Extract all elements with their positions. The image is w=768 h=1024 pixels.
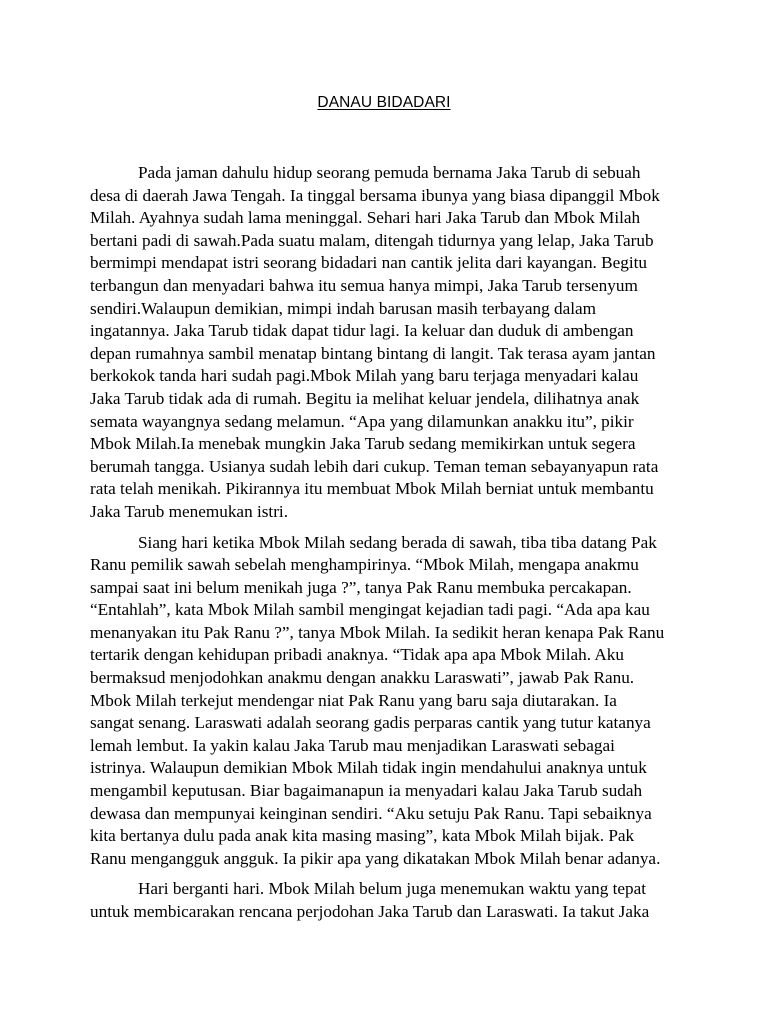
paragraph-2-line: dewasa dan mempunyai keinginan sendiri. “Aku setuju Pak Ranu. Tapi sebaiknya [90,803,652,823]
paragraph-2-line: sangat senang. Laraswati adalah seorang gadis perparas cantik yang tutur katanya [90,713,651,733]
paragraph-1-line: bermimpi mendapat istri seorang bidadari nan cantik jelita dari kayangan. Begitu [90,253,647,273]
paragraph-2-line: kita bertanya dulu pada anak kita masing masing”, kata Mbok Milah bijak. Pak [90,826,635,846]
paragraph-1-line: Jaka Tarub tidak ada di rumah. Begitu ia melihat keluar jendela, dilihatnya anak [90,388,640,408]
paragraph-1-line: semata wayangnya sedang melamun. “Apa yang dilamunkan anakku itu”, pikir [90,411,634,431]
paragraph-1-line: depan rumahnya sambil menatap bintang bintang di langit. Tak terasa ayam jantan [90,343,656,363]
paragraph-2-line: bermaksud menjodohkan anakmu dengan anakku Laraswati”, jawab Pak Ranu. [90,668,635,688]
paragraph-1-line: Jaka Tarub menemukan istri. [90,501,288,521]
paragraph-1-line: berumah tangga. Usianya sudah lebih dari cukup. Teman teman sebayanyapun rata [90,456,659,476]
paragraph-2-line: lemah lembut. Ia yakin kalau Jaka Tarub mau menjadikan Laraswati sebagai [90,735,615,755]
paragraph-3-line: Hari berganti hari. Mbok Milah belum juga menemukan waktu yang tepat [138,879,647,899]
paragraph-2-line: istrinya. Walaupun demikian Mbok Milah tidak ingin mendahului anaknya untuk [90,758,647,778]
paragraph-1-line: berkokok tanda hari sudah pagi.Mbok Milah yang baru terjaga menyadari kalau [90,366,639,386]
paragraph-3-line: untuk membicarakan rencana perjodohan Jaka Tarub dan Laraswati. Ia takut Jaka [90,902,650,921]
paragraph-1-line: desa di daerah Jawa Tengah. Ia tinggal bersama ibunya yang biasa dipanggil Mbok [90,185,660,205]
paragraph-2-line: Ranu mengangguk angguk. Ia pikir apa yang dikatakan Mbok Milah benar adanya. [90,848,661,868]
paragraph-2-line: Siang hari ketika Mbok Milah sedang berada di sawah, tiba tiba datang Pak [138,532,657,552]
paragraph-1-line: sendiri.Walaupun demikian, mimpi indah barusan masih terbayang dalam [90,298,596,318]
document-title-text: DANAU BIDADARI [317,94,451,111]
document-title [0,92,768,114]
document-body [90,162,675,924]
paragraph-2-line: “Entahlah”, kata Mbok Milah sambil mengingat kejadian tadi pagi. “Ada apa kau [90,600,650,620]
paragraph-1-line: Mbok Milah.Ia menebak mungkin Jaka Tarub sedang memikirkan untuk segera [90,434,636,454]
paragraph-1-line: rata telah menikah. Pikirannya itu membuat Mbok Milah berniat untuk membantu [90,479,654,499]
paragraph-1-line: Pada jaman dahulu hidup seorang pemuda bernama Jaka Tarub di sebuah [138,163,641,182]
paragraph-1-line: Milah. Ayahnya sudah lama meninggal. Sehari hari Jaka Tarub dan Mbok Milah [90,208,641,228]
paragraph-1-line: ingatannya. Jaka Tarub tidak dapat tidur lagi. Ia keluar dan duduk di ambengan [90,321,634,341]
paragraph-1 [90,162,675,524]
paragraph-1-line: terbangun dan menyadari bahwa itu semua hanya mimpi, Jaka Tarub tersenyum [90,275,638,295]
paragraph-2-line: mengambil keputusan. Biar bagaimanapun ia menyadari kalau Jaka Tarub sudah [90,781,643,801]
paragraph-3 [90,878,675,923]
paragraph-1-line: bertani padi di sawah.Pada suatu malam, ditengah tidurnya yang lelap, Jaka Tarub [90,230,654,250]
paragraph-2-line: tertarik dengan kehidupan pribadi anaknya. “Tidak apa apa Mbok Milah. Aku [90,645,624,665]
paragraph-2-line: menanyakan itu Pak Ranu ?”, tanya Mbok Milah. Ia sedikit heran kenapa Pak Ranu [90,622,665,642]
paragraph-2 [90,532,675,871]
paragraph-2-line: Ranu pemilik sawah sebelah menghampirinya. “Mbok Milah, mengapa anakmu [90,555,639,575]
paragraph-2-line: sampai saat ini belum menikah juga ?”, tanya Pak Ranu membuka percakapan. [90,577,632,597]
paragraph-2-line: Mbok Milah terkejut mendengar niat Pak Ranu yang baru saja diutarakan. Ia [90,690,617,710]
